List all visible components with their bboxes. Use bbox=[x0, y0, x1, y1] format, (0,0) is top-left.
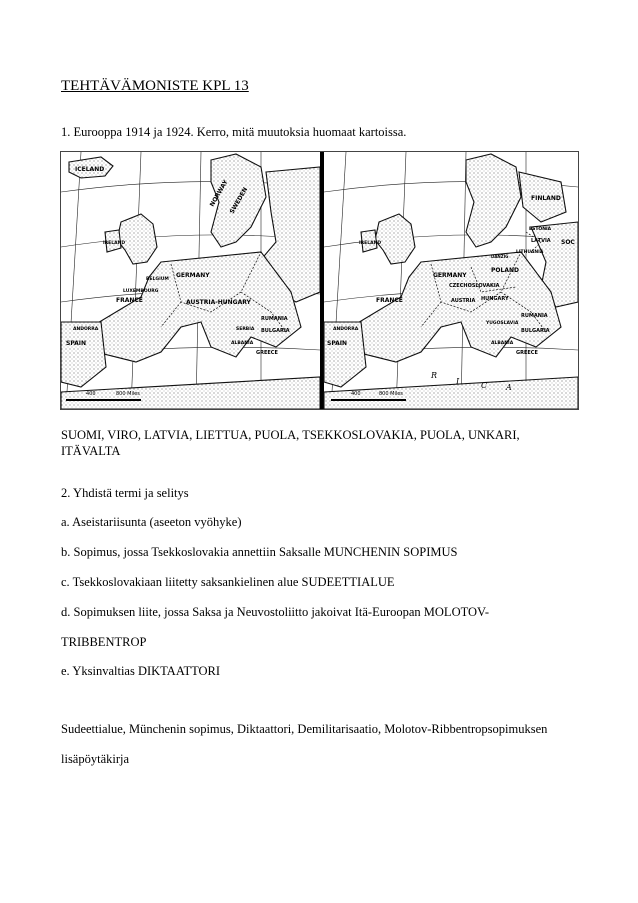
sea-letter-a: A bbox=[506, 383, 512, 392]
item-a: a. Aseistariisunta (aseeton vyöhyke) bbox=[61, 515, 242, 529]
svg-text:400: 400 bbox=[86, 391, 96, 397]
label-france-1924: FRANCE bbox=[376, 297, 403, 304]
label-spain: SPAIN bbox=[66, 340, 87, 347]
label-bulgaria: BULGARIA bbox=[261, 328, 290, 334]
label-norway: NORWAY bbox=[208, 178, 230, 208]
answer-1-line-1: SUOMI, VIRO, LATVIA, LIETTUA, PUOLA, TSEKKOSLOVAKIA, PUOLA, UNKARI, bbox=[61, 428, 520, 442]
label-poland: POLAND bbox=[491, 267, 519, 274]
label-france: FRANCE bbox=[116, 297, 143, 304]
item-d-continued: TRIBBENTROP bbox=[61, 635, 147, 649]
page-title: TEHTÄVÄMONISTE KPL 13 bbox=[61, 78, 249, 94]
terms-line-1: Sudeettialue, Münchenin sopimus, Diktaattori, Demilitarisaatio, Molotov-Ribbentropsopimuksen bbox=[61, 722, 548, 736]
label-lithuania: LITHUANIA bbox=[516, 250, 544, 255]
label-albania: ALBANIA bbox=[231, 341, 254, 346]
label-hungary: HUNGARY bbox=[481, 296, 509, 302]
label-finland: FINLAND bbox=[531, 195, 561, 202]
item-d: d. Sopimuksen liite, jossa Saksa ja Neuvostoliitto jakoivat Itä-Euroopan MOLOTOV- bbox=[61, 605, 490, 619]
label-greece: GREECE bbox=[256, 350, 278, 356]
label-andorra: ANDORRA bbox=[73, 327, 99, 332]
label-belgium: BELGIUM bbox=[146, 277, 169, 282]
label-greece-1924: GREECE bbox=[516, 350, 538, 356]
sea-letter-c: C bbox=[481, 381, 488, 390]
label-serbia: SERBIA bbox=[236, 327, 255, 332]
label-estonia: ESTONIA bbox=[529, 227, 552, 232]
label-ireland-1924: IRELAND bbox=[359, 241, 382, 246]
map-divider bbox=[320, 152, 324, 409]
label-rumania-1924: RUMANIA bbox=[521, 313, 548, 319]
label-rumania: RUMANIA bbox=[261, 316, 288, 322]
label-luxembourg: LUXEMBOURG bbox=[123, 289, 159, 294]
label-albania-1924: ALBANIA bbox=[491, 341, 514, 346]
label-germany: GERMANY bbox=[176, 272, 210, 279]
maps-svg bbox=[61, 152, 578, 409]
label-sweden: SWEDEN bbox=[228, 186, 250, 215]
question-1: 1. Eurooppa 1914 ja 1924. Kerro, mitä muutoksia huomaat kartoissa. bbox=[61, 125, 407, 139]
label-soc: SOC bbox=[561, 239, 575, 246]
sea-letter-r: R bbox=[431, 371, 438, 380]
map-1924 bbox=[324, 152, 578, 409]
question-2: 2. Yhdistä termi ja selitys bbox=[61, 486, 189, 500]
label-germany-1924: GERMANY bbox=[433, 272, 467, 279]
answer-1-line-2: ITÄVALTA bbox=[61, 444, 121, 458]
svg-text:800 Miles: 800 Miles bbox=[379, 391, 403, 397]
item-b: b. Sopimus, jossa Tsekkoslovakia annettiin Saksalle MUNCHENIN SOPIMUS bbox=[61, 545, 458, 559]
label-yugoslavia: YUGOSLAVIA bbox=[486, 321, 519, 326]
label-andorra-1924: ANDORRA bbox=[333, 327, 359, 332]
svg-text:400: 400 bbox=[351, 391, 361, 397]
label-spain-1924: SPAIN bbox=[327, 340, 348, 347]
label-bulgaria-1924: BULGARIA bbox=[521, 328, 550, 334]
item-c: c. Tsekkoslovakiaan liitetty saksankielinen alue SUDEETTIALUE bbox=[61, 575, 395, 589]
label-austria-hungary: AUSTRIA-HUNGARY bbox=[186, 299, 251, 306]
label-iceland: ICELAND bbox=[75, 166, 105, 173]
label-danzig: DANZIG bbox=[491, 254, 509, 259]
europe-maps-figure bbox=[60, 151, 579, 410]
sea-letter-i: I bbox=[456, 377, 460, 386]
label-austria: AUSTRIA bbox=[451, 298, 476, 304]
label-czechoslovakia: CZECHOSLOVAKIA bbox=[449, 283, 500, 289]
label-latvia: LATVIA bbox=[531, 238, 551, 244]
map-1914 bbox=[61, 152, 320, 409]
terms-line-2: lisäpöytäkirja bbox=[61, 752, 130, 766]
item-e: e. Yksinvaltias DIKTAATTORI bbox=[61, 664, 221, 678]
label-ireland: IRELAND bbox=[103, 241, 126, 246]
svg-text:800 Miles: 800 Miles bbox=[116, 391, 140, 397]
